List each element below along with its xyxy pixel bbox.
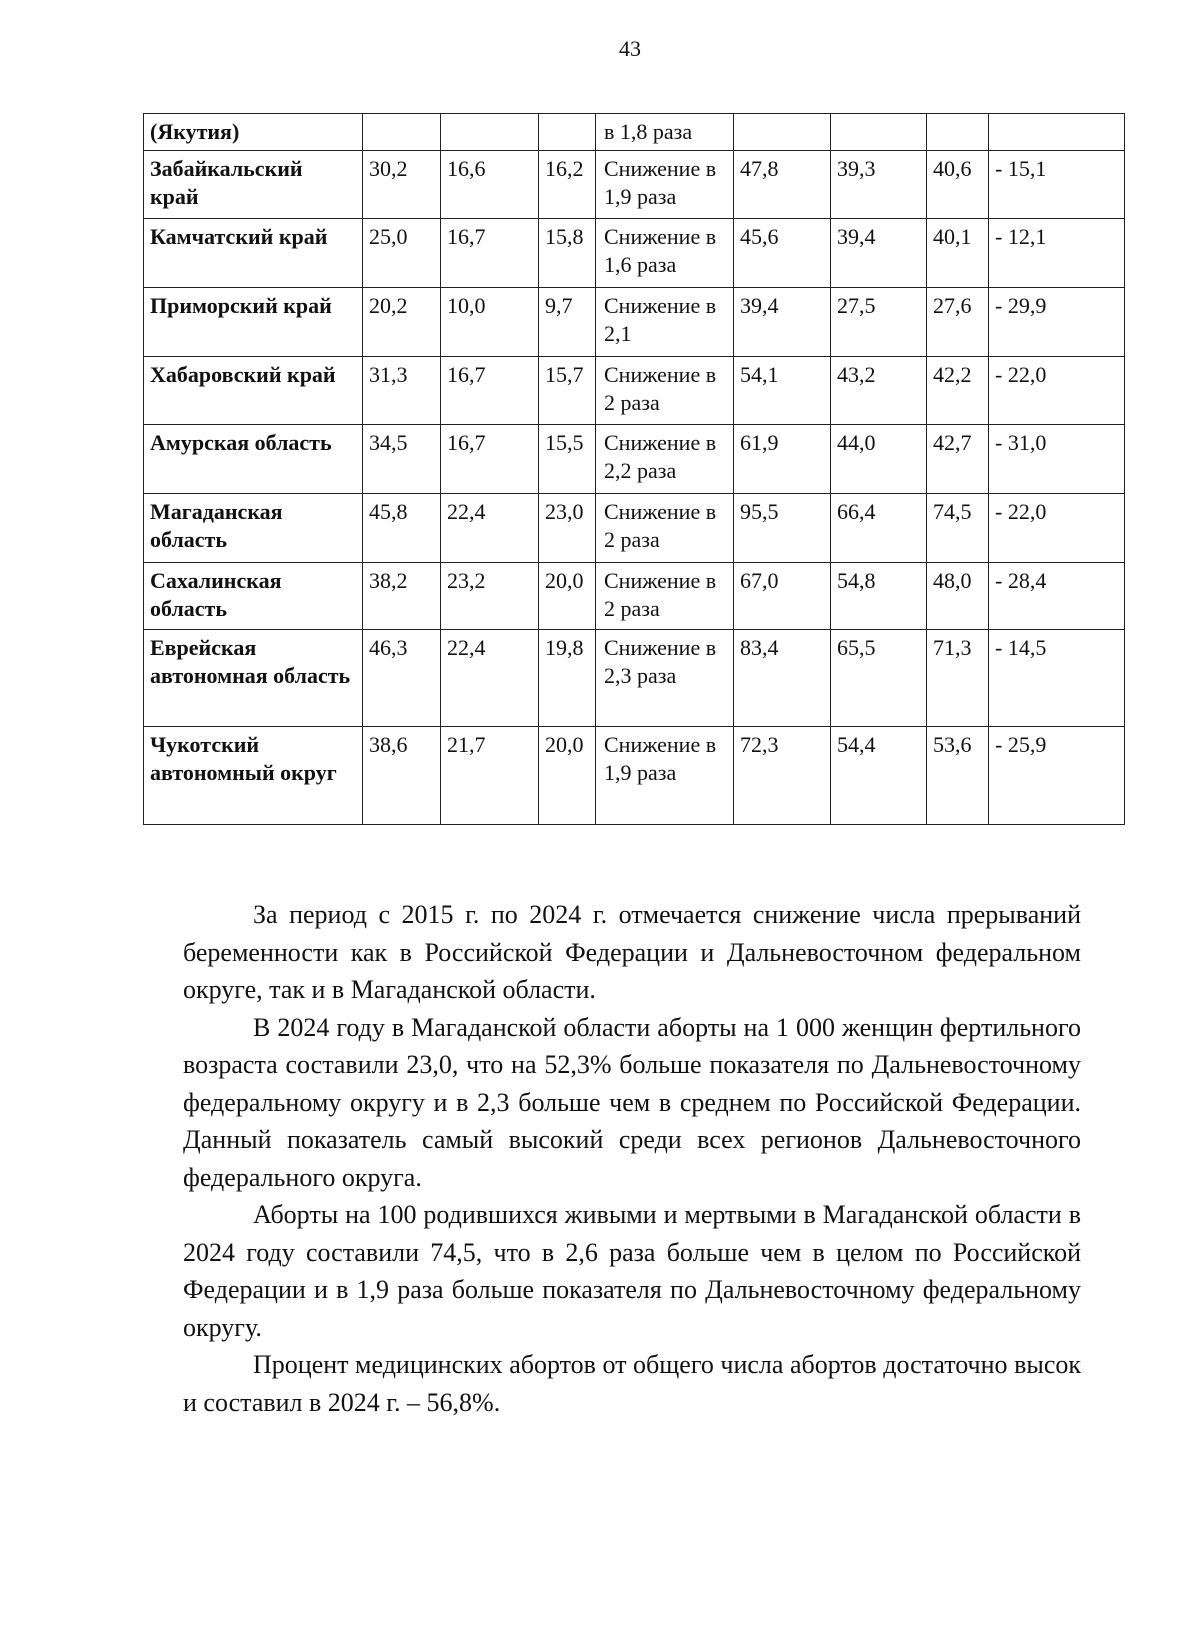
paragraph: За период с 2015 г. по 2024 г. отмечается снижение числа прерываний беременности как в Российской Федерации и Дальневосточном федеральном округе, так и в Магаданской области.: [183, 900, 1081, 1004]
value-cell: 15,8: [539, 219, 596, 288]
value-cell: 42,7: [927, 425, 989, 494]
region-cell: Еврейская автономная область: [144, 630, 363, 727]
value-cell: 53,6: [927, 727, 989, 825]
value-cell: [441, 114, 539, 151]
trend-cell: Снижение в 1,9 раза: [596, 727, 734, 825]
value-cell: 27,5: [831, 288, 927, 357]
value-cell: 48,0: [927, 563, 989, 630]
value-cell: 45,8: [363, 494, 441, 563]
value-cell: 46,3: [363, 630, 441, 727]
table-row: [144, 151, 1125, 219]
value-cell: 16,7: [441, 219, 539, 288]
table-row: [144, 494, 1125, 563]
body-text: [183, 896, 1081, 1421]
value-cell: 20,0: [539, 563, 596, 630]
change-cell: [989, 114, 1125, 151]
value-cell: 40,6: [927, 151, 989, 219]
value-cell: 9,7: [539, 288, 596, 357]
region-cell: Амурская область: [144, 425, 363, 494]
table-row: [144, 425, 1125, 494]
change-cell: - 25,9: [989, 727, 1125, 825]
value-cell: 42,2: [927, 357, 989, 425]
value-cell: 39,4: [734, 288, 831, 357]
value-cell: 40,1: [927, 219, 989, 288]
value-cell: [539, 114, 596, 151]
value-cell: 54,4: [831, 727, 927, 825]
region-cell: Приморский край: [144, 288, 363, 357]
change-cell: - 12,1: [989, 219, 1125, 288]
trend-cell: Снижение в 2 раза: [596, 357, 734, 425]
value-cell: 22,4: [441, 630, 539, 727]
value-cell: 22,4: [441, 494, 539, 563]
value-cell: 74,5: [927, 494, 989, 563]
value-cell: 23,0: [539, 494, 596, 563]
trend-cell: Снижение в 2,2 раза: [596, 425, 734, 494]
regional-statistics-table: [143, 113, 1125, 825]
trend-cell: Снижение в 1,9 раза: [596, 151, 734, 219]
value-cell: 34,5: [363, 425, 441, 494]
change-cell: - 14,5: [989, 630, 1125, 727]
value-cell: 65,5: [831, 630, 927, 727]
value-cell: 30,2: [363, 151, 441, 219]
table-row: [144, 288, 1125, 357]
value-cell: 39,3: [831, 151, 927, 219]
change-cell: - 15,1: [989, 151, 1125, 219]
value-cell: 15,5: [539, 425, 596, 494]
page-number: 43: [619, 36, 641, 61]
table-row: [144, 630, 1125, 727]
value-cell: 16,6: [441, 151, 539, 219]
trend-cell: Снижение в 1,6 раза: [596, 219, 734, 288]
value-cell: 67,0: [734, 563, 831, 630]
value-cell: 43,2: [831, 357, 927, 425]
value-cell: 16,7: [441, 357, 539, 425]
table-row: [144, 357, 1125, 425]
trend-cell: в 1,8 раза: [596, 114, 734, 151]
value-cell: 95,5: [734, 494, 831, 563]
value-cell: 16,2: [539, 151, 596, 219]
region-cell: Магаданская область: [144, 494, 363, 563]
table-row: [144, 727, 1125, 825]
value-cell: 83,4: [734, 630, 831, 727]
table-row: [144, 114, 1125, 151]
value-cell: 20,0: [539, 727, 596, 825]
change-cell: - 29,9: [989, 288, 1125, 357]
value-cell: [363, 114, 441, 151]
region-cell: Камчатский край: [144, 219, 363, 288]
value-cell: [734, 114, 831, 151]
value-cell: 23,2: [441, 563, 539, 630]
value-cell: 38,6: [363, 727, 441, 825]
value-cell: 72,3: [734, 727, 831, 825]
region-cell: Забайкальский край: [144, 151, 363, 219]
value-cell: 44,0: [831, 425, 927, 494]
change-cell: - 22,0: [989, 494, 1125, 563]
trend-cell: Снижение в 2 раза: [596, 563, 734, 630]
paragraph: Процент медицинских абортов от общего числа абортов достаточно высок и составил в 2024 г. – 56,8%.: [183, 1350, 1081, 1417]
value-cell: 16,7: [441, 425, 539, 494]
change-cell: - 28,4: [989, 563, 1125, 630]
change-cell: - 31,0: [989, 425, 1125, 494]
region-cell: Сахалинская область: [144, 563, 363, 630]
paragraph: Аборты на 100 родившихся живыми и мертвыми в Магаданской области в 2024 году составили 74,5, что в 2,6 раза больше чем в целом по Российской Федерации и в 1,9 раза больше показателя по Дальневосточному федеральному округу.: [183, 1200, 1081, 1342]
value-cell: 25,0: [363, 219, 441, 288]
region-cell: Хабаровский край: [144, 357, 363, 425]
table-row: [144, 563, 1125, 630]
value-cell: 39,4: [831, 219, 927, 288]
value-cell: 21,7: [441, 727, 539, 825]
value-cell: 31,3: [363, 357, 441, 425]
value-cell: 47,8: [734, 151, 831, 219]
value-cell: 19,8: [539, 630, 596, 727]
value-cell: 20,2: [363, 288, 441, 357]
value-cell: [927, 114, 989, 151]
region-cell: (Якутия): [144, 114, 363, 151]
value-cell: 71,3: [927, 630, 989, 727]
paragraph: В 2024 году в Магаданской области аборты на 1 000 женщин фертильного возраста составили 23,0, что на 52,3% больше показателя по Дальневосточному федеральному округу и в 2,3 больше чем в среднем по Российской Федерации. Данный показатель самый высокий среди всех регионов Дальневосточного федерального округа.: [183, 1012, 1081, 1192]
change-cell: - 22,0: [989, 357, 1125, 425]
value-cell: 61,9: [734, 425, 831, 494]
trend-cell: Снижение в 2,1: [596, 288, 734, 357]
value-cell: 45,6: [734, 219, 831, 288]
table-row: [144, 219, 1125, 288]
value-cell: [831, 114, 927, 151]
value-cell: 38,2: [363, 563, 441, 630]
value-cell: 27,6: [927, 288, 989, 357]
value-cell: 54,8: [831, 563, 927, 630]
value-cell: 15,7: [539, 357, 596, 425]
value-cell: 54,1: [734, 357, 831, 425]
value-cell: 10,0: [441, 288, 539, 357]
region-cell: Чукотский автономный округ: [144, 727, 363, 825]
value-cell: 66,4: [831, 494, 927, 563]
trend-cell: Снижение в 2 раза: [596, 494, 734, 563]
trend-cell: Снижение в 2,3 раза: [596, 630, 734, 727]
